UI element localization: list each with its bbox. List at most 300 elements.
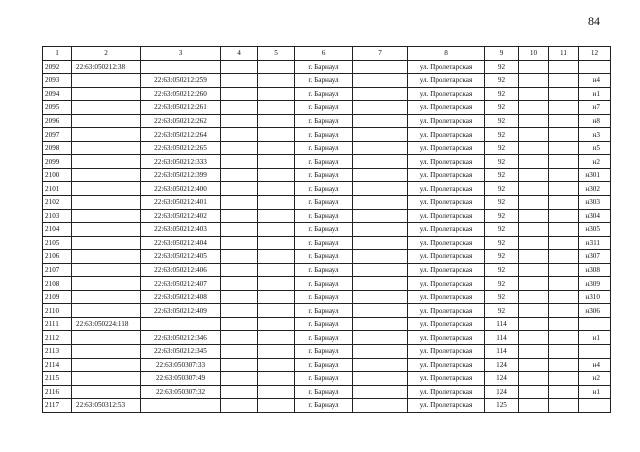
empty-cell	[353, 168, 408, 182]
premises-cell: н7	[579, 101, 611, 115]
table-row	[43, 60, 611, 74]
empty-cell	[221, 60, 258, 74]
empty-cell	[549, 74, 579, 88]
premises-cell: н1	[579, 331, 611, 345]
premises-cell: н311	[579, 236, 611, 250]
street-cell: ул. Пролетарская	[408, 209, 485, 223]
premises-cell: н4	[579, 358, 611, 372]
empty-cell	[221, 223, 258, 237]
row-number-cell: 2115	[43, 372, 72, 386]
empty-cell	[549, 168, 579, 182]
table-row	[43, 250, 611, 264]
street-cell: ул. Пролетарская	[408, 223, 485, 237]
house-number-cell: 92	[485, 87, 519, 101]
street-cell: ул. Пролетарская	[408, 331, 485, 345]
empty-cell	[549, 223, 579, 237]
parent-cadastral-cell: 22:63:050224:118	[72, 317, 141, 331]
empty-cell	[353, 304, 408, 318]
street-cell: ул. Пролетарская	[408, 60, 485, 74]
cadastral-number-cell: 22:63:050307:32	[141, 385, 221, 399]
empty-cell	[519, 304, 549, 318]
empty-cell	[549, 60, 579, 74]
city-cell: г. Барнаул	[295, 114, 353, 128]
empty-cell	[519, 128, 549, 142]
row-number-cell: 2092	[43, 60, 72, 74]
street-cell: ул. Пролетарская	[408, 263, 485, 277]
empty-cell	[519, 385, 549, 399]
house-number-cell: 124	[485, 358, 519, 372]
house-number-cell: 92	[485, 101, 519, 115]
empty-cell	[258, 250, 295, 264]
row-number-cell: 2113	[43, 345, 72, 359]
city-cell: г. Барнаул	[295, 101, 353, 115]
empty-cell	[353, 141, 408, 155]
empty-cell	[549, 87, 579, 101]
empty-cell	[353, 74, 408, 88]
row-number-cell: 2105	[43, 236, 72, 250]
row-number-cell: 2110	[43, 304, 72, 318]
cadastral-number-cell	[141, 60, 221, 74]
empty-cell	[258, 209, 295, 223]
empty-cell	[353, 114, 408, 128]
house-number-cell: 114	[485, 317, 519, 331]
empty-cell	[258, 196, 295, 210]
empty-cell	[258, 385, 295, 399]
street-cell: ул. Пролетарская	[408, 290, 485, 304]
empty-cell	[549, 182, 579, 196]
column-header: 10	[519, 47, 549, 61]
street-cell: ул. Пролетарская	[408, 155, 485, 169]
parent-cadastral-cell	[72, 155, 141, 169]
table-row	[43, 128, 611, 142]
table-row	[43, 277, 611, 291]
street-cell: ул. Пролетарская	[408, 168, 485, 182]
house-number-cell: 92	[485, 223, 519, 237]
cadastral-number-cell: 22:63:050212:408	[141, 290, 221, 304]
parent-cadastral-cell	[72, 74, 141, 88]
house-number-cell: 92	[485, 114, 519, 128]
city-cell: г. Барнаул	[295, 331, 353, 345]
house-number-cell: 92	[485, 182, 519, 196]
table-row	[43, 223, 611, 237]
empty-cell	[258, 74, 295, 88]
column-header: 4	[221, 47, 258, 61]
empty-cell	[519, 236, 549, 250]
cadastral-number-cell: 22:63:050212:259	[141, 74, 221, 88]
row-number-cell: 2096	[43, 114, 72, 128]
premises-cell: н310	[579, 290, 611, 304]
house-number-cell: 92	[485, 128, 519, 142]
row-number-cell: 2095	[43, 101, 72, 115]
cadastral-number-cell: 22:63:050212:401	[141, 196, 221, 210]
empty-cell	[221, 128, 258, 142]
row-number-cell: 2106	[43, 250, 72, 264]
column-header: 5	[258, 47, 295, 61]
parent-cadastral-cell	[72, 277, 141, 291]
empty-cell	[221, 331, 258, 345]
parent-cadastral-cell	[72, 345, 141, 359]
street-cell: ул. Пролетарская	[408, 345, 485, 359]
empty-cell	[519, 209, 549, 223]
table-row	[43, 385, 611, 399]
street-cell: ул. Пролетарская	[408, 141, 485, 155]
empty-cell	[353, 290, 408, 304]
table-row	[43, 182, 611, 196]
street-cell: ул. Пролетарская	[408, 87, 485, 101]
empty-cell	[519, 74, 549, 88]
row-number-cell: 2103	[43, 209, 72, 223]
empty-cell	[353, 345, 408, 359]
cadastral-number-cell: 22:63:050212:345	[141, 345, 221, 359]
city-cell: г. Барнаул	[295, 223, 353, 237]
empty-cell	[353, 182, 408, 196]
cadastral-number-cell: 22:63:050307:49	[141, 372, 221, 386]
empty-cell	[221, 304, 258, 318]
empty-cell	[549, 114, 579, 128]
city-cell: г. Барнаул	[295, 155, 353, 169]
empty-cell	[519, 317, 549, 331]
city-cell: г. Барнаул	[295, 74, 353, 88]
empty-cell	[221, 87, 258, 101]
parent-cadastral-cell	[72, 331, 141, 345]
empty-cell	[353, 155, 408, 169]
empty-cell	[519, 399, 549, 413]
row-number-cell: 2109	[43, 290, 72, 304]
empty-cell	[221, 385, 258, 399]
premises-cell: н309	[579, 277, 611, 291]
house-number-cell: 92	[485, 236, 519, 250]
street-cell: ул. Пролетарская	[408, 128, 485, 142]
empty-cell	[549, 250, 579, 264]
empty-cell	[353, 236, 408, 250]
row-number-cell: 2094	[43, 87, 72, 101]
empty-cell	[519, 87, 549, 101]
empty-cell	[221, 290, 258, 304]
cadastral-number-cell: 22:63:050212:402	[141, 209, 221, 223]
street-cell: ул. Пролетарская	[408, 358, 485, 372]
table-row	[43, 399, 611, 413]
table-row	[43, 331, 611, 345]
empty-cell	[221, 277, 258, 291]
table-row	[43, 345, 611, 359]
row-number-cell: 2116	[43, 385, 72, 399]
premises-cell: н304	[579, 209, 611, 223]
empty-cell	[221, 263, 258, 277]
row-number-cell: 2111	[43, 317, 72, 331]
empty-cell	[221, 74, 258, 88]
empty-cell	[221, 399, 258, 413]
table-row	[43, 196, 611, 210]
parent-cadastral-cell	[72, 290, 141, 304]
page-number: 84	[588, 14, 600, 28]
house-number-cell: 124	[485, 385, 519, 399]
premises-cell: н306	[579, 304, 611, 318]
row-number-cell: 2112	[43, 331, 72, 345]
parent-cadastral-cell	[72, 168, 141, 182]
empty-cell	[221, 345, 258, 359]
cadastral-number-cell: 22:63:050212:399	[141, 168, 221, 182]
row-number-cell: 2107	[43, 263, 72, 277]
parent-cadastral-cell	[72, 209, 141, 223]
empty-cell	[221, 372, 258, 386]
cadastral-number-cell: 22:63:050212:333	[141, 155, 221, 169]
empty-cell	[549, 101, 579, 115]
street-cell: ул. Пролетарская	[408, 317, 485, 331]
cadastral-number-cell: 22:63:050212:405	[141, 250, 221, 264]
row-number-cell: 2102	[43, 196, 72, 210]
premises-cell: н4	[579, 74, 611, 88]
parent-cadastral-cell	[72, 236, 141, 250]
table-row	[43, 155, 611, 169]
empty-cell	[258, 372, 295, 386]
house-number-cell: 92	[485, 304, 519, 318]
city-cell: г. Барнаул	[295, 345, 353, 359]
empty-cell	[519, 290, 549, 304]
empty-cell	[519, 277, 549, 291]
empty-cell	[258, 182, 295, 196]
city-cell: г. Барнаул	[295, 87, 353, 101]
column-header: 11	[549, 47, 579, 61]
cadastral-number-cell: 22:63:050212:346	[141, 331, 221, 345]
row-number-cell: 2104	[43, 223, 72, 237]
table-row	[43, 263, 611, 277]
empty-cell	[549, 236, 579, 250]
city-cell: г. Барнаул	[295, 358, 353, 372]
empty-cell	[549, 399, 579, 413]
house-number-cell: 92	[485, 168, 519, 182]
empty-cell	[549, 209, 579, 223]
empty-cell	[221, 114, 258, 128]
city-cell: г. Барнаул	[295, 60, 353, 74]
cadastral-number-cell: 22:63:050212:403	[141, 223, 221, 237]
empty-cell	[519, 372, 549, 386]
empty-cell	[258, 331, 295, 345]
empty-cell	[258, 155, 295, 169]
city-cell: г. Барнаул	[295, 182, 353, 196]
city-cell: г. Барнаул	[295, 141, 353, 155]
row-number-cell: 2117	[43, 399, 72, 413]
parent-cadastral-cell	[72, 358, 141, 372]
empty-cell	[353, 196, 408, 210]
table-row	[43, 304, 611, 318]
house-number-cell: 92	[485, 277, 519, 291]
row-number-cell: 2099	[43, 155, 72, 169]
empty-cell	[549, 358, 579, 372]
empty-cell	[519, 331, 549, 345]
street-cell: ул. Пролетарская	[408, 372, 485, 386]
table-row	[43, 101, 611, 115]
empty-cell	[258, 263, 295, 277]
empty-cell	[353, 399, 408, 413]
premises-cell	[579, 399, 611, 413]
premises-cell: н307	[579, 250, 611, 264]
empty-cell	[258, 399, 295, 413]
row-number-cell: 2100	[43, 168, 72, 182]
empty-cell	[221, 168, 258, 182]
cadastral-number-cell	[141, 317, 221, 331]
empty-cell	[549, 290, 579, 304]
table-row	[43, 358, 611, 372]
premises-cell: н8	[579, 114, 611, 128]
street-cell: ул. Пролетарская	[408, 277, 485, 291]
table-row	[43, 290, 611, 304]
parent-cadastral-cell	[72, 87, 141, 101]
premises-cell: н303	[579, 196, 611, 210]
premises-cell: н305	[579, 223, 611, 237]
row-number-cell: 2108	[43, 277, 72, 291]
parent-cadastral-cell: 22:63:050212:38	[72, 60, 141, 74]
street-cell: ул. Пролетарская	[408, 385, 485, 399]
row-number-cell: 2097	[43, 128, 72, 142]
empty-cell	[353, 372, 408, 386]
premises-cell: н1	[579, 87, 611, 101]
column-header: 9	[485, 47, 519, 61]
table-row	[43, 87, 611, 101]
street-cell: ул. Пролетарская	[408, 101, 485, 115]
row-number-cell: 2093	[43, 74, 72, 88]
column-header: 6	[295, 47, 353, 61]
empty-cell	[353, 128, 408, 142]
registry-table	[42, 46, 611, 413]
empty-cell	[519, 223, 549, 237]
empty-cell	[353, 209, 408, 223]
street-cell: ул. Пролетарская	[408, 399, 485, 413]
empty-cell	[221, 317, 258, 331]
city-cell: г. Барнаул	[295, 250, 353, 264]
empty-cell	[258, 223, 295, 237]
empty-cell	[519, 114, 549, 128]
house-number-cell: 92	[485, 250, 519, 264]
empty-cell	[258, 87, 295, 101]
empty-cell	[353, 87, 408, 101]
row-number-cell: 2098	[43, 141, 72, 155]
house-number-cell: 114	[485, 345, 519, 359]
empty-cell	[549, 345, 579, 359]
street-cell: ул. Пролетарская	[408, 236, 485, 250]
empty-cell	[221, 101, 258, 115]
cadastral-number-cell: 22:63:050307:33	[141, 358, 221, 372]
empty-cell	[353, 331, 408, 345]
empty-cell	[258, 128, 295, 142]
empty-cell	[549, 155, 579, 169]
parent-cadastral-cell	[72, 250, 141, 264]
house-number-cell: 92	[485, 209, 519, 223]
empty-cell	[519, 250, 549, 264]
house-number-cell: 92	[485, 155, 519, 169]
parent-cadastral-cell	[72, 101, 141, 115]
city-cell: г. Барнаул	[295, 399, 353, 413]
empty-cell	[221, 250, 258, 264]
empty-cell	[258, 141, 295, 155]
empty-cell	[549, 304, 579, 318]
parent-cadastral-cell	[72, 128, 141, 142]
table-row	[43, 168, 611, 182]
column-header: 8	[408, 47, 485, 61]
empty-cell	[258, 290, 295, 304]
premises-cell	[579, 60, 611, 74]
empty-cell	[353, 60, 408, 74]
cadastral-number-cell: 22:63:050212:262	[141, 114, 221, 128]
empty-cell	[549, 128, 579, 142]
city-cell: г. Барнаул	[295, 209, 353, 223]
city-cell: г. Барнаул	[295, 304, 353, 318]
city-cell: г. Барнаул	[295, 277, 353, 291]
empty-cell	[221, 182, 258, 196]
column-header: 3	[141, 47, 221, 61]
empty-cell	[221, 196, 258, 210]
parent-cadastral-cell	[72, 372, 141, 386]
empty-cell	[258, 358, 295, 372]
premises-cell: н5	[579, 141, 611, 155]
street-cell: ул. Пролетарская	[408, 250, 485, 264]
table-row	[43, 141, 611, 155]
empty-cell	[519, 263, 549, 277]
cadastral-number-cell: 22:63:050212:265	[141, 141, 221, 155]
city-cell: г. Барнаул	[295, 372, 353, 386]
cadastral-number-cell: 22:63:050212:404	[141, 236, 221, 250]
table-row	[43, 114, 611, 128]
empty-cell	[353, 277, 408, 291]
empty-cell	[353, 385, 408, 399]
house-number-cell: 92	[485, 263, 519, 277]
premises-cell: н2	[579, 155, 611, 169]
empty-cell	[549, 263, 579, 277]
cadastral-number-cell: 22:63:050212:409	[141, 304, 221, 318]
empty-cell	[519, 101, 549, 115]
empty-cell	[353, 101, 408, 115]
empty-cell	[549, 372, 579, 386]
premises-cell: н2	[579, 372, 611, 386]
empty-cell	[258, 277, 295, 291]
cadastral-number-cell: 22:63:050212:406	[141, 263, 221, 277]
house-number-cell: 92	[485, 60, 519, 74]
table-row	[43, 372, 611, 386]
column-header: 1	[43, 47, 72, 61]
empty-cell	[353, 358, 408, 372]
street-cell: ул. Пролетарская	[408, 304, 485, 318]
parent-cadastral-cell	[72, 182, 141, 196]
table-row	[43, 317, 611, 331]
empty-cell	[549, 317, 579, 331]
empty-cell	[549, 141, 579, 155]
row-number-cell: 2101	[43, 182, 72, 196]
empty-cell	[519, 141, 549, 155]
city-cell: г. Барнаул	[295, 196, 353, 210]
empty-cell	[519, 182, 549, 196]
cadastral-number-cell: 22:63:050212:407	[141, 277, 221, 291]
empty-cell	[258, 101, 295, 115]
empty-cell	[549, 277, 579, 291]
house-number-cell: 114	[485, 331, 519, 345]
premises-cell	[579, 345, 611, 359]
house-number-cell: 124	[485, 372, 519, 386]
parent-cadastral-cell	[72, 263, 141, 277]
parent-cadastral-cell	[72, 196, 141, 210]
empty-cell	[258, 114, 295, 128]
empty-cell	[258, 168, 295, 182]
house-number-cell: 92	[485, 196, 519, 210]
empty-cell	[258, 345, 295, 359]
house-number-cell: 92	[485, 74, 519, 88]
premises-cell: н3	[579, 128, 611, 142]
empty-cell	[353, 223, 408, 237]
empty-cell	[353, 317, 408, 331]
cadastral-number-cell: 22:63:050212:264	[141, 128, 221, 142]
street-cell: ул. Пролетарская	[408, 182, 485, 196]
parent-cadastral-cell	[72, 385, 141, 399]
empty-cell	[519, 60, 549, 74]
premises-cell: н301	[579, 168, 611, 182]
